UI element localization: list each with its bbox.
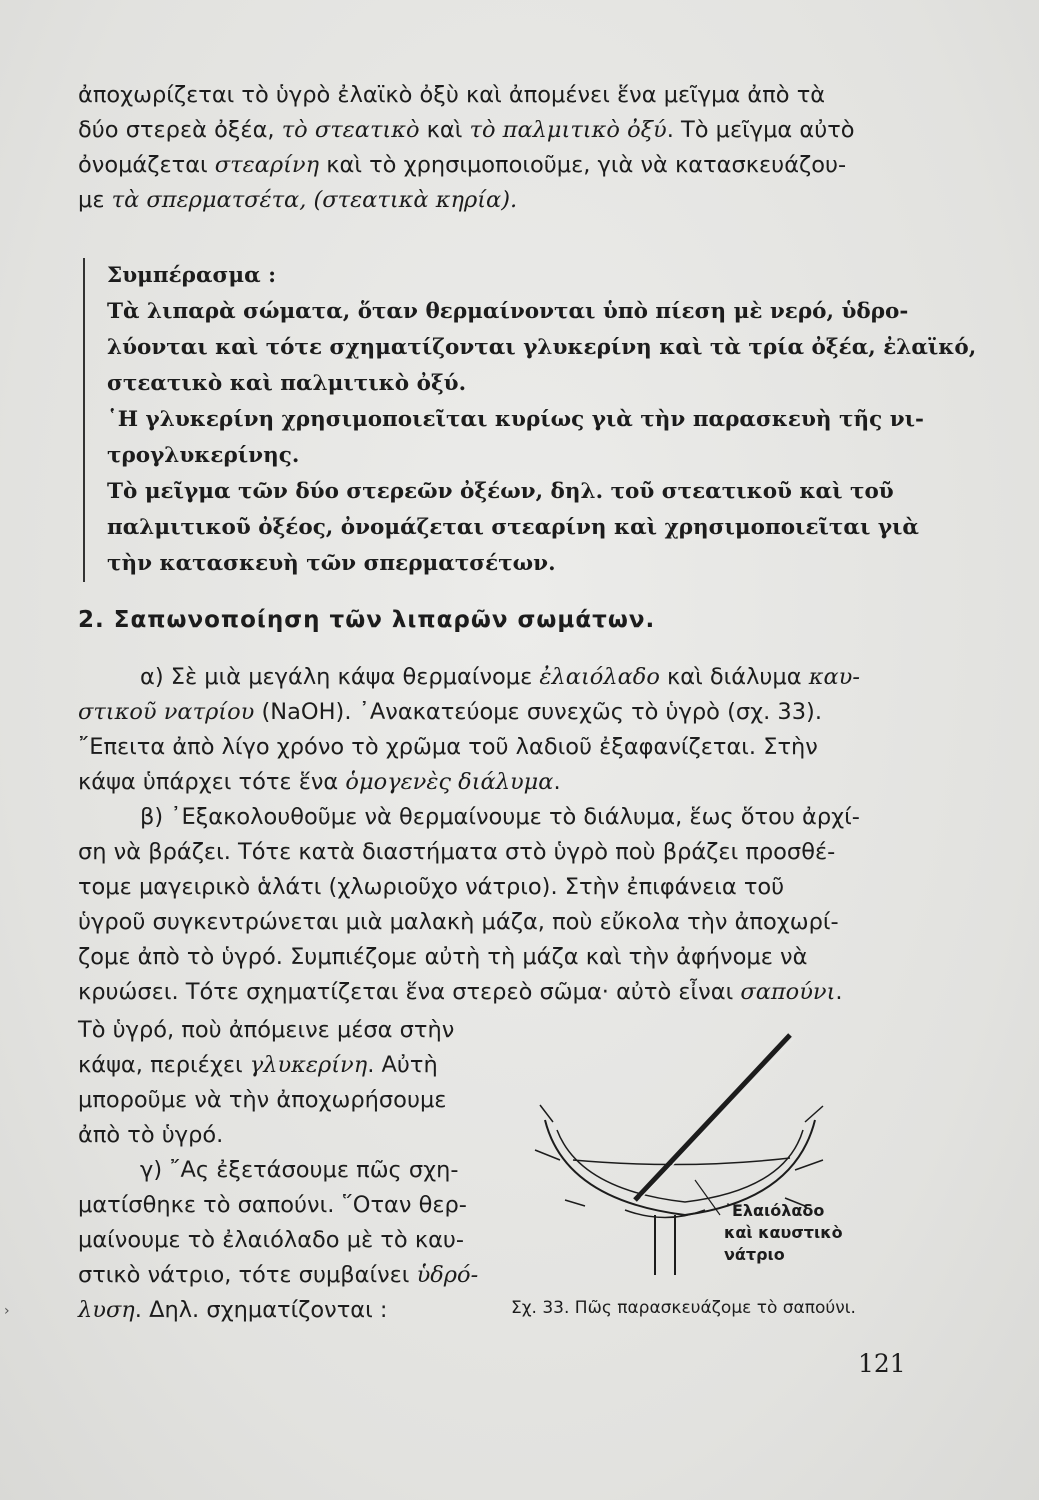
conclusion-line: στεατικὸ καὶ παλμιτικὸ ὀξύ. [107, 371, 467, 396]
section-heading: 2. Σαπωνοποίηση τῶν λιπαρῶν σωμάτων. [78, 607, 656, 633]
conclusion-line: λύονται καὶ τότε σχηματίζονται γλυκερίνη καὶ τὰ τρία ὀξέα, ἐλαϊκό, [107, 335, 977, 360]
text-line: Τὸ ὑγρό, ποὺ ἀπόμεινε μέσα στὴν [78, 1017, 455, 1043]
text-line: κάψα ὑπάρχει τότε ἕνα ὁμογενὲς διάλυμα. [78, 769, 561, 795]
text-line: μαίνουμε τὸ ἐλαιόλαδο μὲ τὸ καυ- [78, 1227, 465, 1253]
conclusion-box [83, 258, 977, 582]
text-line: στικὸ νάτριο, τότε συμβαίνει ὑδρό- [78, 1262, 479, 1288]
figure-caption: Σχ. 33. Πῶς παρασκευάζομε τὸ σαπούνι. [511, 1298, 856, 1318]
text-line: με τὰ σπερματσέτα, (στεατικὰ κηρία). [78, 187, 518, 213]
text-line: κρυώσει. Τότε σχηματίζεται ἕνα στερεὸ σῶμα· αὐτὸ εἶναι σαπούνι. [78, 979, 843, 1005]
text-line: ματίσθηκε τὸ σαπούνι. ῞Οταν θερ- [78, 1192, 467, 1218]
conclusion-line: Τὰ λιπαρὰ σώματα, ὅταν θερμαίνονται ὑπὸ πίεση μὲ νερό, ὑδρο- [107, 299, 909, 324]
figure-label-line: καὶ καυστικὸ [724, 1223, 843, 1242]
text-line: ῎Επειτα ἀπὸ λίγο χρόνο τὸ χρῶμα τοῦ λαδιοῦ ἐξαφανίζεται. Στὴν [78, 734, 818, 760]
liquid-surface [573, 1158, 790, 1165]
figure-label [724, 1200, 843, 1266]
support-stand [655, 1215, 675, 1275]
text-line: ὀνομάζεται στεαρίνη καὶ τὸ χρησιμοποιοῦμε, γιὰ νὰ κατασκευάζου- [78, 152, 847, 178]
text-line: γ) ῎Ας ἐξετάσουμε πῶς σχη- [140, 1157, 459, 1183]
conclusion-line: παλμιτικοῦ ὀξέος, ὀνομάζεται στεαρίνη καὶ χρησιμοποιεῖται γιὰ [107, 515, 919, 540]
page-number: 121 [858, 1349, 906, 1378]
conclusion-line: τρογλυκερίνης. [107, 443, 300, 468]
text-line: μποροῦμε νὰ τὴν ἀποχωρήσουμε [78, 1087, 447, 1113]
text-line: ἀποχωρίζεται τὸ ὑγρὸ ἐλαϊκὸ ὀξὺ καὶ ἀπομένει ἕνα μεῖγμα ἀπὸ τὰ [78, 82, 826, 108]
stirring-rod [635, 1035, 790, 1200]
text-line: ση νὰ βράζει. Τότε κατὰ διαστήματα στὸ ὑγρὸ ποὺ βράζει προσθέ- [78, 839, 836, 865]
text-line: στικοῦ νατρίου (NaOH). ᾿Ανακατεύομε συνεχῶς τὸ ὑγρὸ (σχ. 33). [78, 699, 822, 725]
margin-mark: › [4, 1303, 10, 1319]
conclusion-title: Συμπέρασμα : [107, 263, 277, 288]
text-line: δύο στερεὰ ὀξέα, τὸ στεατικὸ καὶ τὸ παλμιτικὸ ὀξύ. Τὸ μεῖγμα αὐτὸ [78, 117, 855, 143]
text-line: κάψα, περιέχει γλυκερίνη. Αὐτὴ [78, 1052, 438, 1078]
bowl-inner [557, 1130, 803, 1202]
conclusion-line: Τὸ μεῖγμα τῶν δύο στερεῶν ὀξέων, δηλ. τοῦ στεατικοῦ καὶ τοῦ [107, 479, 894, 504]
text-line: ὑγροῦ συγκεντρώνεται μιὰ μαλακὴ μάζα, ποὺ εὔκολα τὴν ἀποχωρί- [78, 909, 839, 935]
text-line: α) Σὲ μιὰ μεγάλη κάψα θερμαίνομε ἐλαιόλαδο καὶ διάλυμα καυ- [140, 664, 860, 690]
left-column-text [78, 1013, 503, 1328]
figure-label-line: νάτριο [724, 1245, 785, 1264]
section-body [78, 660, 913, 1010]
label-leader [695, 1180, 720, 1215]
figure-label-line: ᾿Ελαιόλαδο [724, 1201, 825, 1220]
text-line: ἀπὸ τὸ ὑγρό. [78, 1122, 224, 1148]
text-line: λυση. Δηλ. σχηματίζονται : [78, 1297, 388, 1323]
text-line: τομε μαγειρικὸ ἁλάτι (χλωριοῦχο νάτριο). Στὴν ἐπιφάνεια τοῦ [78, 874, 785, 900]
intro-paragraph [78, 78, 913, 218]
conclusion-line: τὴν κατασκευὴ τῶν σπερματσέτων. [107, 551, 556, 576]
soap-bowl-figure [505, 1010, 915, 1330]
text-line: β) ᾿Εξακολουθοῦμε νὰ θερμαίνουμε τὸ διάλυμα, ἕως ὅτου ἀρχί- [140, 804, 860, 830]
text-line: ζομε ἀπὸ τὸ ὑγρό. Συμπιέζομε αὐτὴ τὴ μάζα καὶ τὴν ἀφήνομε νὰ [78, 944, 808, 970]
conclusion-line: ῾Η γλυκερίνη χρησιμοποιεῖται κυρίως γιὰ τὴν παρασκευὴ τῆς νι- [107, 407, 924, 432]
